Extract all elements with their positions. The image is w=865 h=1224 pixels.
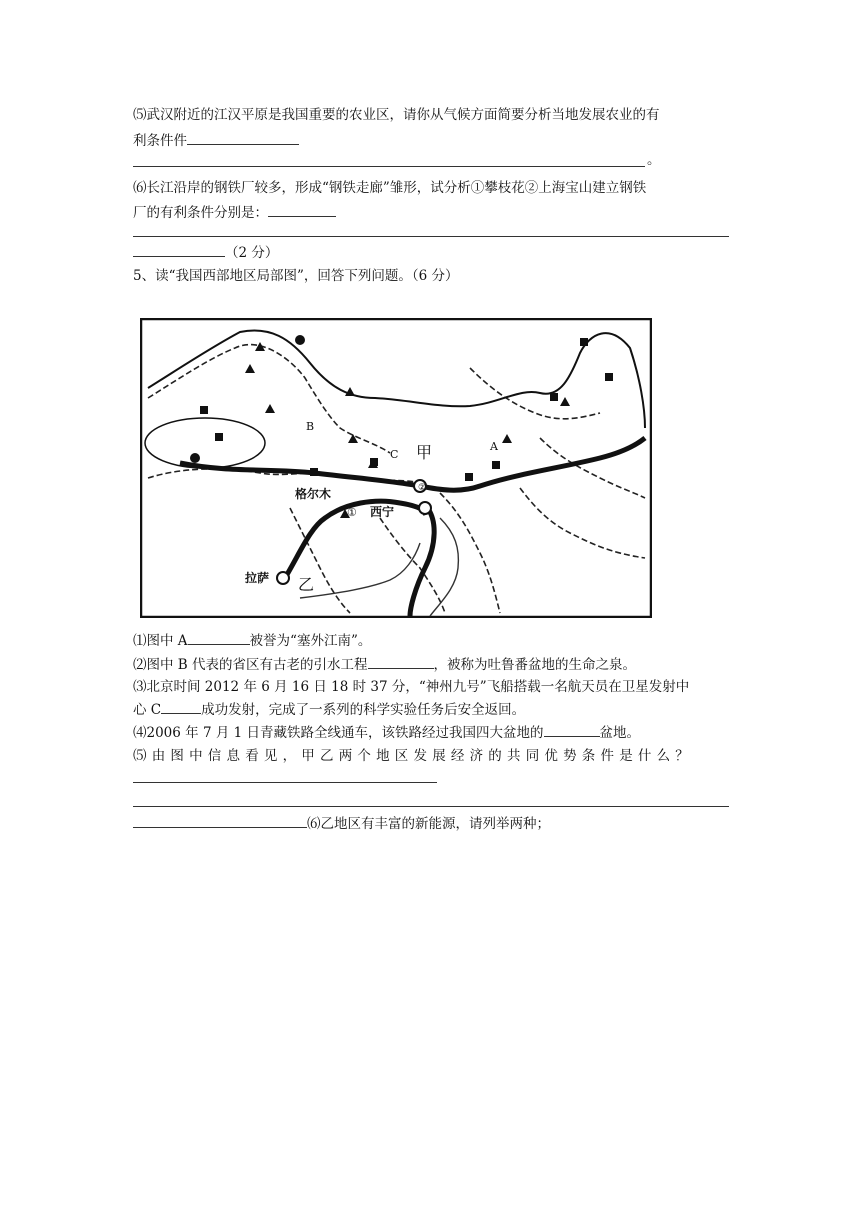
q5-s2-prefix: ⑵图中 B 代表的省区有古老的引水工程 bbox=[133, 657, 368, 673]
map-label-c: C bbox=[390, 448, 399, 461]
map-label-circle-1: ① bbox=[347, 506, 357, 519]
map-label-lasa: 拉萨 bbox=[245, 571, 270, 585]
q5-s1 bbox=[133, 630, 371, 651]
q4-s5-line2-text: 利条件件 bbox=[133, 133, 187, 149]
q5-s5-answer-blank-1[interactable] bbox=[133, 782, 437, 783]
q5-s1-answer-blank[interactable] bbox=[188, 630, 250, 645]
q5-s6 bbox=[133, 813, 550, 834]
q5-s1-suffix: 被誉为“塞外江南”。 bbox=[249, 633, 372, 649]
q4-s6-line2 bbox=[133, 202, 336, 223]
q5-s3-prefix: 心 C bbox=[133, 702, 162, 718]
map-label-b: B bbox=[306, 420, 315, 433]
q5-s5-line: ⑸由图中信息看见，甲乙两个地区发展经济的共同优势条件是什么？ bbox=[133, 748, 694, 764]
map-label-jia: 甲 bbox=[416, 443, 433, 462]
q4-s6-line1: ⑹长江沿岸的钢铁厂较多，形成“钢铁走廊”雏形，试分析①攀枝花②上海宝山建立钢铁 bbox=[133, 180, 647, 196]
q5-s1-prefix: ⑴图中 A bbox=[133, 633, 188, 649]
q4-s5-end: 。 bbox=[647, 152, 661, 168]
q5-s4-suffix: 盆地。 bbox=[599, 725, 640, 741]
q5-s3-line2 bbox=[133, 699, 525, 720]
map-label-a: A bbox=[490, 440, 498, 453]
q4-s6-line2-text: 厂的有利条件分别是： bbox=[133, 205, 268, 221]
q5-s3-answer-blank[interactable] bbox=[161, 699, 201, 714]
map-label-yi: 乙 bbox=[298, 575, 315, 594]
q5-s4-prefix: ⑷2006 年 7 月 1 日青藏铁路全线通车，该铁路经过我国四大盆地的 bbox=[133, 725, 544, 741]
q4-s6-answer-blank-3[interactable] bbox=[133, 242, 225, 257]
western-china-map bbox=[140, 318, 652, 618]
q4-s5-line1: ⑸武汉附近的江汉平原是我国重要的农业区，请你从气候方面简要分析当地发展农业的有 bbox=[133, 107, 660, 123]
q5-s2-answer-blank[interactable] bbox=[368, 654, 434, 669]
q4-s6-answer-blank-1[interactable] bbox=[268, 202, 336, 217]
q5-s3-suffix: 成功发射，完成了一系列的科学实验任务后安全返回。 bbox=[201, 702, 526, 718]
q5-heading: 5、读“我国西部地区局部图”，回答下列问题。（6 分） bbox=[133, 268, 459, 284]
map-label-circle-2: ② bbox=[418, 483, 427, 493]
q5-s3-line1: ⑶北京时间 2012 年 6 月 16 日 18 时 37 分，“神州九号”飞船搭载一名航天员在卫星发射中 bbox=[133, 679, 690, 695]
q4-s6-score: （2 分） bbox=[225, 245, 279, 261]
q4-s5-line2 bbox=[133, 130, 299, 151]
q5-s6-text: ⑹乙地区有丰富的新能源，请列举两种； bbox=[307, 816, 550, 832]
q5-s5-answer-blank-2[interactable] bbox=[133, 806, 729, 807]
q4-s5-answer-blank-1[interactable] bbox=[187, 130, 299, 145]
q5-s4 bbox=[133, 722, 640, 743]
q4-s6-answer-blank-2[interactable] bbox=[133, 236, 729, 237]
map-label-geermu: 格尔木 bbox=[295, 487, 332, 501]
q5-s2 bbox=[133, 654, 636, 675]
q5-s4-answer-blank[interactable] bbox=[544, 722, 600, 737]
q5-s5-answer-blank-3[interactable] bbox=[133, 813, 307, 828]
q5-s2-suffix: ，被称为吐鲁番盆地的生命之泉。 bbox=[433, 657, 637, 673]
q4-s6-line3 bbox=[133, 242, 278, 263]
q4-s5-answer-blank-2[interactable] bbox=[133, 166, 645, 167]
map-label-xining: 西宁 bbox=[370, 505, 395, 519]
